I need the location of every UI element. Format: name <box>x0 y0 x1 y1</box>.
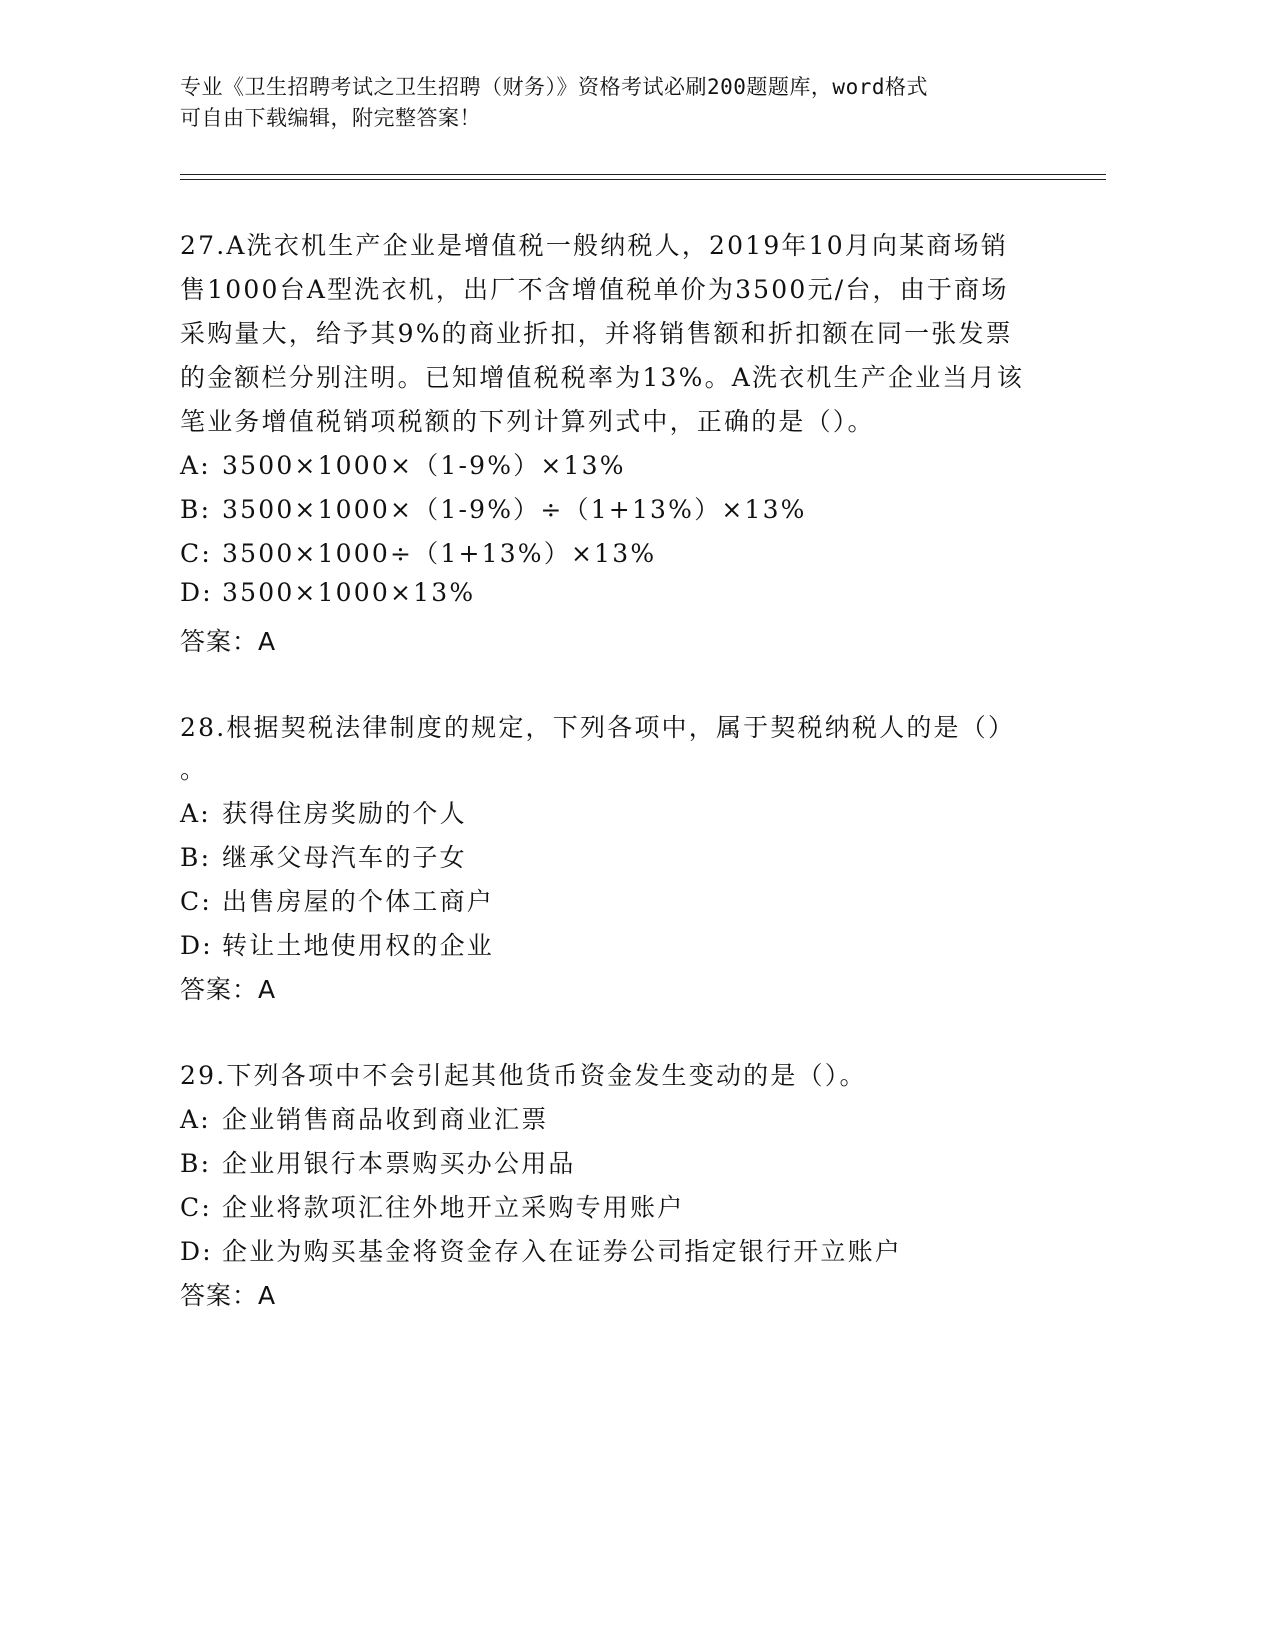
option-d <box>180 578 475 607</box>
option-letter: B: <box>180 1149 212 1178</box>
option-c <box>180 1188 684 1224</box>
option-letter: C: <box>180 887 212 916</box>
option-letter: C: <box>180 1193 212 1222</box>
option-c <box>180 882 494 918</box>
option-d <box>180 1232 902 1268</box>
answer-line: 答案：A <box>180 975 277 1004</box>
option-letter: D: <box>180 1237 213 1266</box>
option-letter: B: <box>180 495 212 524</box>
option-text: 出售房屋的个体工商户 <box>222 887 495 916</box>
option-text: 3500×1000÷（1+13%）×13% <box>222 539 657 568</box>
option-a <box>180 794 467 830</box>
question-text-line: 29.下列各项中不会引起其他货币资金发生变动的是（）。 <box>180 1061 867 1090</box>
option-letter: A: <box>180 1105 211 1134</box>
option-text: 3500×1000×（1-9%）×13% <box>222 451 626 480</box>
option-letter: D: <box>180 578 213 607</box>
option-text: 企业为购买基金将资金存入在证券公司指定银行开立账户 <box>222 1237 903 1266</box>
option-text: 企业销售商品收到商业汇票 <box>222 1105 549 1134</box>
question-text-line: 笔业务增值税销项税额的下列计算列式中，正确的是（）。 <box>180 407 875 436</box>
question-text-line: 售1000台A型洗衣机，出厂不含增值税单价为3500元/台，由于商场 <box>180 275 1009 304</box>
option-text: 3500×1000×13% <box>222 578 476 607</box>
option-letter: D: <box>180 931 213 960</box>
header-divider-bottom <box>180 179 1106 180</box>
option-d <box>180 926 494 962</box>
option-text: 3500×1000×（1-9%）÷（1+13%）×13% <box>222 495 807 524</box>
option-text: 继承父母汽车的子女 <box>222 843 467 872</box>
option-letter: C: <box>180 539 212 568</box>
answer-line: 答案：A <box>180 1281 277 1310</box>
option-text: 企业将款项汇往外地开立采购专用账户 <box>222 1193 685 1222</box>
option-letter: A: <box>180 799 211 828</box>
option-letter: B: <box>180 843 212 872</box>
question-text-line: 27.A洗衣机生产企业是增值税一般纳税人，2019年10月向某商场销 <box>180 231 1009 260</box>
header-line-1: 专业《卫生招聘考试之卫生招聘（财务）》资格考试必刷200题题库，word格式 <box>180 75 928 99</box>
option-b <box>180 838 467 874</box>
question-text-line: 28.根据契税法律制度的规定，下列各项中，属于契税纳税人的是（） <box>180 713 1016 742</box>
option-a <box>180 446 626 482</box>
option-c <box>180 534 656 570</box>
option-text: 企业用银行本票购买办公用品 <box>222 1149 576 1178</box>
question-text-line: 的金额栏分别注明。已知增值税税率为13%。A洗衣机生产企业当月该 <box>180 363 1025 392</box>
question-text-line: 采购量大，给予其9%的商业折扣，并将销售额和折扣额在同一张发票 <box>180 319 1013 348</box>
option-letter: A: <box>180 451 211 480</box>
option-a <box>180 1100 548 1136</box>
header-divider-top <box>180 174 1106 175</box>
answer-line: 答案：A <box>180 627 277 656</box>
option-text: 获得住房奖励的个人 <box>222 799 467 828</box>
option-b <box>180 1144 576 1180</box>
document-header <box>180 72 1050 134</box>
question-text-line: 。 <box>180 755 208 784</box>
option-text: 转让土地使用权的企业 <box>222 931 495 960</box>
header-line-2: 可自由下载编辑，附完整答案！ <box>180 106 481 130</box>
option-b <box>180 490 807 526</box>
